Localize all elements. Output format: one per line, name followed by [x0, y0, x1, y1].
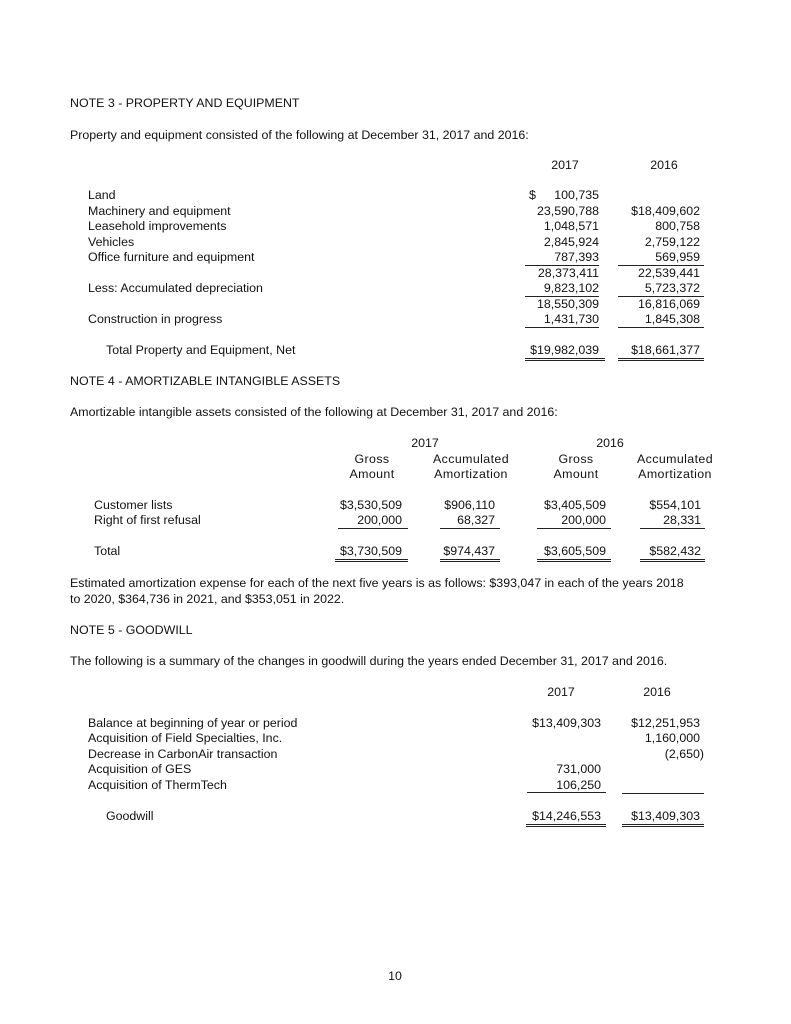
note4-intro: Amortizable intangible assets consisted of the following at December 31, 2017 and 2016:: [70, 405, 558, 419]
note4-gross-header: Amount: [349, 467, 395, 481]
note5-intro: The following is a summary of the changes in goodwill during the years ended December 31, 2017 and 2016.: [70, 654, 668, 668]
note4-accum-header: Accumulated: [432, 452, 510, 466]
note4-total-gross-2017: $3,730,509: [335, 544, 408, 562]
note3-intro: Property and equipment consisted of the following at December 31, 2017 and 2016:: [70, 128, 529, 142]
note4-gross-header: Gross: [558, 452, 594, 466]
note4-total-accum-2017: $974,437: [440, 544, 500, 562]
note3-depreciation-2016: 5,723,372: [618, 281, 704, 297]
note3-row-2017: 100,735: [554, 188, 599, 202]
note3-total-2016: $18,661,377: [618, 343, 704, 361]
note4-row-label: Customer lists: [94, 498, 173, 512]
note4-total-gross-2016: $3,605,509: [537, 544, 611, 562]
note4-row-gross-2016: 200,000: [537, 513, 611, 529]
note3-row-2017: 1,048,571: [543, 219, 599, 233]
note3-heading: NOTE 3 - PROPERTY AND EQUIPMENT: [70, 96, 300, 110]
note4-row-accum-2016: 28,331: [640, 513, 705, 529]
note5-row-2016: (2,650): [664, 747, 704, 761]
note4-heading: NOTE 4 - AMORTIZABLE INTANGIBLE ASSETS: [70, 374, 341, 388]
note3-row-2017: 23,590,788: [536, 204, 599, 218]
note5-row-label: Acquisition of ThermTech: [88, 778, 227, 792]
note5-row-label: Acquisition of Field Specialties, Inc.: [88, 731, 283, 745]
note3-total-2017: $19,982,039: [525, 343, 605, 361]
note3-total-label: Total Property and Equipment, Net: [106, 343, 296, 357]
note4-estimate-line: Estimated amortization expense for each of the next five years is as follows: $393,047 in each of the years 2018: [70, 576, 684, 590]
note4-estimate-line: to 2020, $364,736 in 2021, and $353,051 in 2022.: [70, 592, 345, 606]
note5-row-2017: $13,409,303: [532, 716, 601, 730]
note3-row-label: Machinery and equipment: [88, 204, 231, 218]
note5-row-2017: 106,250: [527, 778, 606, 793]
note3-subtotal1-2016: 22,539,441: [637, 266, 700, 280]
note3-depreciation-label: Less: Accumulated depreciation: [88, 281, 263, 295]
note3-row-label: Vehicles: [88, 235, 135, 249]
note4-total-label: Total: [94, 544, 121, 558]
note3-construction-label: Construction in progress: [88, 312, 223, 326]
note3-row-label: Land: [88, 188, 116, 202]
note3-row-2017: 2,845,924: [543, 235, 599, 249]
note3-construction-2016: 1,845,308: [618, 312, 704, 328]
note4-total-accum-2016: $582,432: [640, 544, 705, 562]
note5-total-2017: $14,246,553: [526, 809, 606, 827]
note5-row-label: Balance at beginning of year or period: [88, 716, 298, 730]
note3-row-2016: 569,959: [618, 250, 704, 266]
note3-row-2016: $18,409,602: [631, 204, 700, 218]
note4-row-gross-2016: $3,405,509: [543, 498, 606, 512]
page-number: 10: [388, 969, 402, 983]
note5-total-label: Goodwill: [106, 809, 154, 823]
note4-row-accum-2017: 68,327: [440, 513, 500, 529]
note3-col-2016: 2016: [650, 158, 678, 172]
note5-row-label: Decrease in CarbonAir transaction: [88, 747, 278, 761]
note5-row-label: Acquisition of GES: [88, 762, 192, 776]
note3-col-2017: 2017: [551, 158, 579, 172]
note5-heading: NOTE 5 - GOODWILL: [70, 623, 193, 637]
note5-row-2016: $12,251,953: [631, 716, 700, 730]
note5-blank-underline: [622, 778, 704, 794]
note3-construction-2017: 1,431,730: [525, 312, 599, 328]
note3-subtotal2-2016: 16,816,069: [637, 297, 700, 311]
note3-row-2017: 787,393: [525, 250, 599, 266]
note5-row-2017: 731,000: [556, 762, 601, 776]
note3-subtotal2-2017: 18,550,309: [536, 297, 599, 311]
note3-row-label: Office furniture and equipment: [88, 250, 255, 264]
note4-row-gross-2017: 200,000: [338, 513, 408, 529]
note3-subtotal1-2017: 28,373,411: [537, 266, 599, 280]
note4-gross-header: Gross: [354, 452, 390, 466]
note4-year-2017: 2017: [411, 436, 439, 450]
note4-accum-header: Accumulated: [636, 452, 714, 466]
note5-col-2017: 2017: [547, 685, 575, 699]
note4-accum-header: Amortization: [434, 467, 508, 481]
note4-accum-header: Amortization: [638, 467, 712, 481]
note4-row-accum-2016: $554,101: [649, 498, 701, 512]
note4-row-accum-2017: $906,110: [444, 498, 495, 512]
note4-row-label: Right of first refusal: [94, 513, 201, 527]
note5-row-2016: 1,160,000: [644, 731, 700, 745]
note4-year-2016: 2016: [596, 436, 624, 450]
note3-row-2016: 800,758: [655, 219, 700, 233]
note4-gross-header: Amount: [553, 467, 599, 481]
note3-row-label: Leasehold improvements: [88, 219, 227, 233]
note5-col-2016: 2016: [643, 685, 671, 699]
note5-total-2016: $13,409,303: [622, 809, 704, 827]
note3-depreciation-2017: 9,823,102: [525, 281, 599, 297]
note3-row-2016: 2,759,122: [644, 235, 700, 249]
note4-row-gross-2017: $3,530,509: [339, 498, 402, 512]
note3-currency-symbol: $: [529, 188, 536, 202]
